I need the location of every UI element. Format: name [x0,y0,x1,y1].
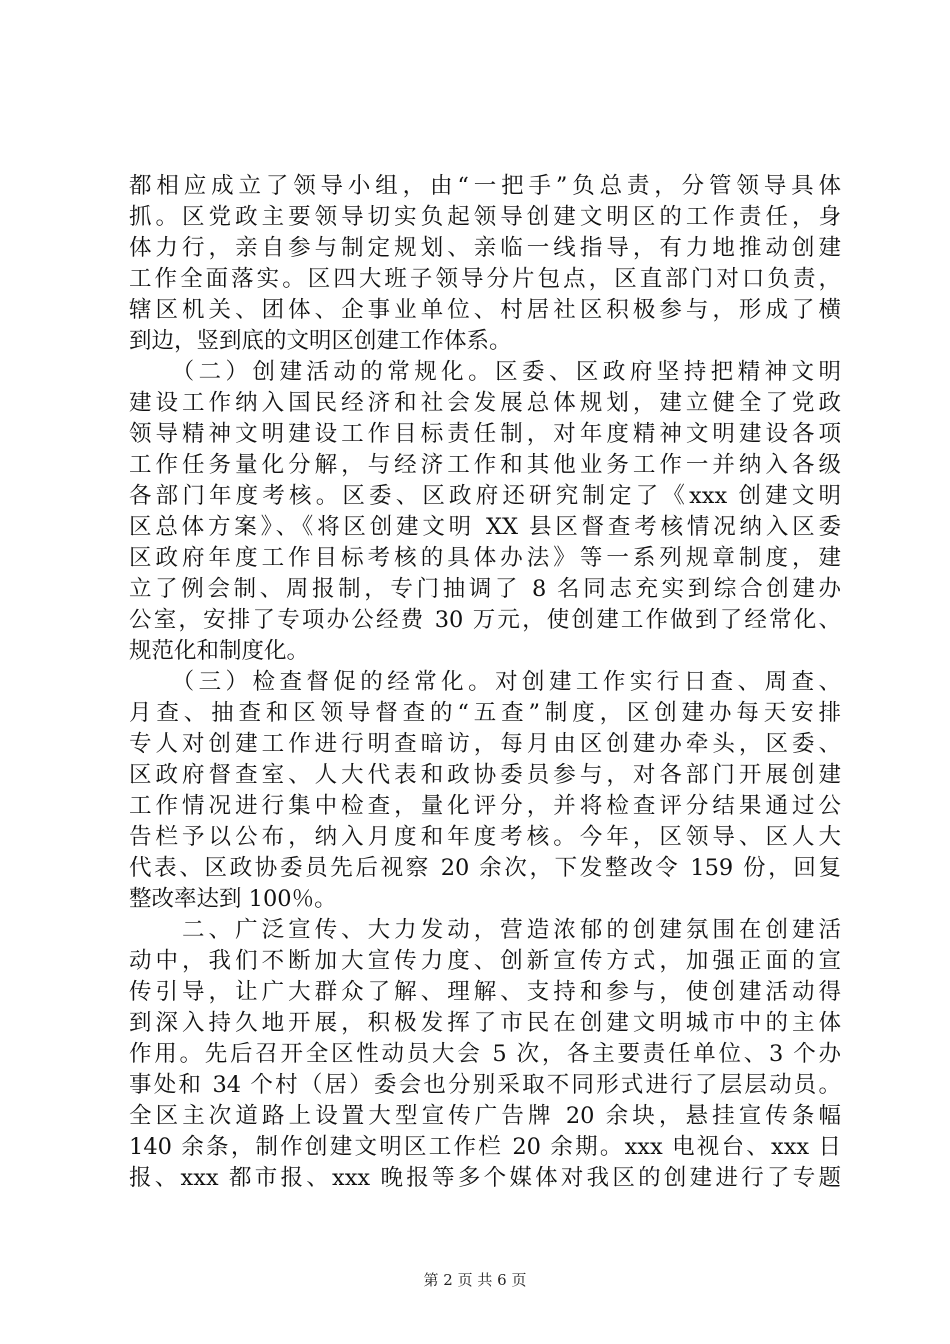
document-body [129,171,841,1194]
text-line: 立了例会制、周报制，专门抽调了 8 名同志充实到综合创建办 [129,576,841,602]
text-line: 公室，安排了专项办公经费 30 万元，使创建工作做到了经常化、 [129,607,841,633]
text-line: 代表、区政协委员先后视察 20 余次，下发整改令 159 份，回复 [129,855,841,881]
text-line: 事处和 34 个村（居）委会也分别采取不同形式进行了层层动员。 [129,1072,841,1098]
text-line: 规范化和制度化。 [129,638,310,664]
text-line: 领导精神文明建设工作目标责任制，对年度精神文明建设各项 [129,421,841,447]
text-line: 到边，竖到底的文明区创建工作体系。 [129,328,512,354]
text-line: 区政府督查室、人大代表和政协委员参与，对各部门开展创建 [129,762,841,788]
text-line: 区政府年度工作目标考核的具体办法》等一系列规章制度，建 [129,545,841,571]
text-line: 140 余条，制作创建文明区工作栏 20 余期。xxx 电视台、xxx 日 [129,1134,841,1160]
text-line: 抓。区党政主要领导切实负起领导创建文明区的工作责任，身 [129,204,841,230]
text-line: 都相应成立了领导小组，由“一把手”负总责，分管领导具体 [129,173,841,199]
text-line: 工作任务量化分解，与经济工作和其他业务工作一并纳入各级 [129,452,841,478]
text-line: 区总体方案》、《将区创建文明 XX 县区督查考核情况纳入区委 [129,514,841,540]
text-line: 作用。先后召开全区性动员大会 5 次，各主要责任单位、3 个办 [129,1041,841,1067]
text-line: 辖区机关、团体、企事业单位、村居社区积极参与，形成了横 [129,297,841,323]
text-line: 各部门年度考核。区委、区政府还研究制定了《xxx 创建文明 [129,483,841,509]
text-line: 告栏予以公布，纳入月度和年度考核。今年，区领导、区人大 [129,824,841,850]
text-line: 动中，我们不断加大宣传力度、创新宣传方式，加强正面的宣 [129,948,841,974]
text-line: 整改率达到 100％。 [129,886,337,912]
text-line: 工作情况进行集中检查，量化评分，并将检查评分结果通过公 [129,793,841,819]
text-line: 工作全面落实。区四大班子领导分片包点，区直部门对口负责， [129,266,841,292]
page-footer: 第 2 页 共 6 页 [423,1271,527,1289]
text-line: 体力行，亲自参与制定规划、亲临一线指导，有力地推动创建 [129,235,841,261]
text-line: 建设工作纳入国民经济和社会发展总体规划，建立健全了党政 [129,390,841,416]
text-line: 报、xxx 都市报、xxx 晚报等多个媒体对我区的创建进行了专题 [129,1165,841,1191]
text-line: 传引导，让广大群众了解、理解、支持和参与，使创建活动得 [129,979,841,1005]
text-line: 专人对创建工作进行明查暗访，每月由区创建办牵头，区委、 [129,731,841,757]
text-line: （二）创建活动的常规化。区委、区政府坚持把精神文明 [129,359,841,385]
text-line: 全区主次道路上设置大型宣传广告牌 20 余块，悬挂宣传条幅 [129,1103,841,1129]
text-line: （三）检查督促的经常化。对创建工作实行日查、周查、 [129,669,841,695]
text-line: 到深入持久地开展，积极发挥了市民在创建文明城市中的主体 [129,1010,841,1036]
text-line: 二、广泛宣传、大力发动，营造浓郁的创建氛围在创建活 [129,917,841,943]
text-line: 月查、抽查和区领导督查的“五查”制度，区创建办每天安排 [129,700,841,726]
